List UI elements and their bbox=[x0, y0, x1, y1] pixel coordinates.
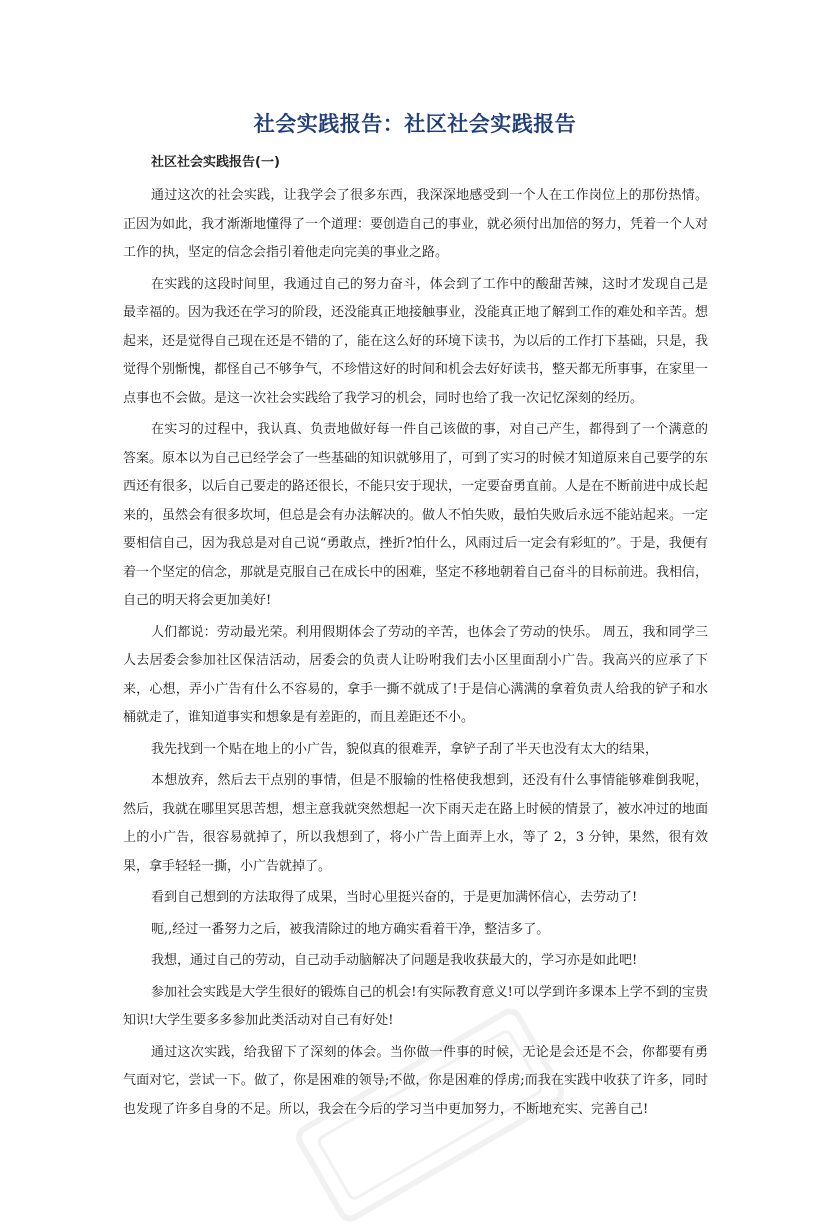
paragraph: 在实习的过程中，我认真、负责地做好每一件自己该做的事，对自己产生，都得到了一个满意的答案。原本以为自己已经学会了一些基础的知识就够用了，可到了实习的时候才知道原来自己要学的东西还有很多，以后自己要走的路还很长，不能只安于现状，一定要奋勇直前。人是在不断前进中成长起来的，虽然会有很多坎坷，但总是会有办法解决的。做人不怕失败，最怕失败后永远不能站起来。一定要相信自己，因为我总是对自己说“勇敢点，挫折?怕什么，风雨过后一定会有彩虹的”。于是，我便有着一个坚定的信念，那就是克服自己在成长中的困难，坚定不移地朝着自己奋斗的目标前进。我相信，自己的明天将会更加美好! bbox=[123, 422, 709, 608]
paragraph: 呃,,经过一番努力之后，被我清除过的地方确实看着干净，整洁多了。 bbox=[151, 921, 550, 937]
paragraph: 人们都说：劳动最光荣。利用假期体会了劳动的辛苦，也体会了劳动的快乐。 周五，我和同学三人去居委会参加社区保洁活动，居委会的负责人让吩咐我们去小区里面刮小广告。我高兴的应承了下来，心想，弄小广告有什么不容易的，拿手一撕不就成了!于是信心满满的拿着负责人给我的铲子和水桶就走了，谁知道事实和想象是有差距的，而且差距还不小。 bbox=[123, 624, 708, 725]
document-body bbox=[123, 150, 708, 1127]
paragraph: 看到自己想到的方法取得了成果，当时心里挺兴奋的，于是更加满怀信心，去劳动了! bbox=[151, 890, 638, 905]
paragraph: 在实践的这段时间里，我通过自己的努力奋斗，体会到了工作中的酸甜苦辣，这时才发现自己是最幸福的。因为我还在学习的阶段，还没能真正地接触事业，没能真正地了解到工作的难处和辛苦。想起来，还是觉得自己现在还是不错的了，能在这么好的环境下读书，为以后的工作打下基础，只是，我觉得个别惭愧，都怪自己不够争气，不珍惜这好的时间和机会去好好读书，整天都无所事事，在家里一点事也不会做。是这一次社会实践给了我学习的机会，同时也给了我一次记忆深刻的经历。 bbox=[123, 276, 709, 406]
section-subheading: 社区社会实践报告(一) bbox=[151, 155, 280, 170]
paragraph: 通过这次实践，给我留下了深刻的体会。当你做一件事的时候，无论是会还是不会，你都要有勇气面对它，尝试一下。做了，你是困难的领导;不做，你是困难的俘虏;而我在实践中收获了许多，同时也发现了许多自身的不足。所以，我会在今后的学习当中更加努力，不断地充实、完善自己! bbox=[123, 1044, 708, 1117]
document-title: 社会实践报告：社区社会实践报告 bbox=[253, 112, 577, 136]
paragraph: 通过这次的社会实践，让我学会了很多东西，我深深地感受到一个人在工作岗位上的那份热情。正因为如此，我才渐渐地懂得了一个道理：要创造自己的事业，就必须付出加倍的努力，凭着一个人对工作的执，坚定的信念会指引着他走向完美的事业之路。 bbox=[123, 188, 709, 260]
paragraph: 参加社会实践是大学生很好的锻炼自己的机会!有实际教育意义!可以学到许多课本上学不到的宝贵知识!大学生要多多参加此类活动对自己有好处! bbox=[123, 984, 708, 1028]
paragraph: 本想放弃，然后去干点别的事情，但是不服输的性格使我想到，还没有什么事情能够难倒我呢，然后，我就在哪里冥思苦想，想主意我就突然想起一次下雨天走在路上时候的情景了，被水冲过的地面上的小广告，很容易就掉了，所以我想到了，将小广告上面弄上水，等了 2，3 分钟，果然，很有效果，拿手轻轻一撕，小广告就掉了。 bbox=[123, 773, 709, 874]
paragraph: 我先找到一个贴在地上的小广告，貌似真的很难弄，拿铲子刮了半天也没有太大的结果， bbox=[151, 741, 659, 757]
paragraph: 我想，通过自己的劳动，自己动手动脑解决了问题是我收获最大的，学习亦是如此吧! bbox=[151, 953, 638, 968]
